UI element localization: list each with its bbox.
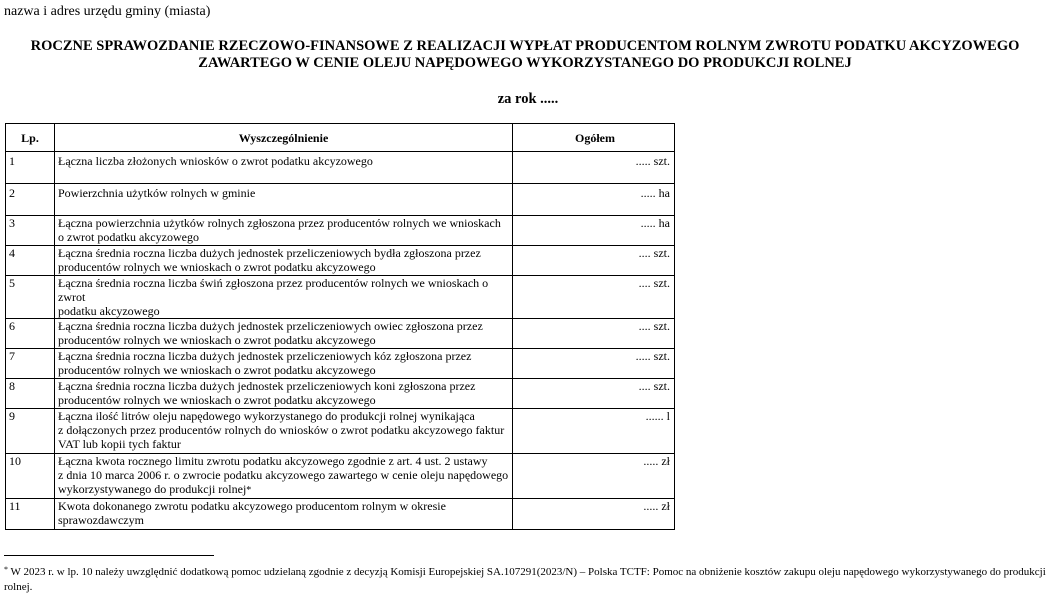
description-line: Łączna liczba złożonych wniosków o zwrot podatku akcyzowego	[58, 154, 373, 168]
description-line: producentów rolnych we wnioskach o zwrot podatku akcyzowego	[58, 363, 376, 377]
table-row	[6, 184, 675, 216]
description-line: producentów rolnych we wnioskach o zwrot podatku akcyzowego	[58, 333, 376, 347]
row-description	[55, 216, 513, 246]
row-description	[55, 152, 513, 184]
row-number: 4	[6, 246, 55, 276]
report-title-line-2: ZAWARTEGO W CENIE OLEJU NAPĘDOWEGO WYKORZYSTANEGO DO PRODUKCJI ROLNEJ	[198, 55, 852, 71]
description-line: Łączna średnia roczna liczba dużych jednostek przeliczeniowych kóz zgłoszona przez	[58, 349, 472, 363]
office-name-label: nazwa i adres urzędu gminy (miasta)	[4, 4, 211, 19]
table-row	[6, 454, 675, 499]
description-line: wykorzystywanego do produkcji rolnej	[58, 482, 247, 496]
row-number: 7	[6, 349, 55, 379]
report-year: za rok .....	[497, 91, 559, 107]
row-description	[55, 349, 513, 379]
report-table	[5, 123, 675, 530]
row-value-field: ..... szt.	[513, 349, 675, 379]
row-number: 5	[6, 276, 55, 319]
row-description	[55, 409, 513, 454]
description-line: Łączna średnia roczna liczba dużych jednostek przeliczeniowych koni zgłoszona przez	[58, 379, 476, 393]
row-number: 2	[6, 184, 55, 216]
row-value-field: ..... zł	[513, 499, 675, 530]
row-description	[55, 276, 513, 319]
row-number: 1	[6, 152, 55, 184]
table-row	[6, 319, 675, 349]
footnote	[4, 565, 1050, 595]
row-value-field: ..... ha	[513, 184, 675, 216]
description-line: Łączna ilość litrów oleju napędowego wykorzystanego do produkcji rolnej wynikająca	[58, 409, 475, 423]
description-line: VAT lub kopii tych faktur	[58, 437, 181, 451]
table-row	[6, 499, 675, 530]
table-row	[6, 246, 675, 276]
table-row	[6, 409, 675, 454]
column-header-description: Wyszczególnienie	[55, 124, 513, 152]
table-row	[6, 216, 675, 246]
description-line: Łączna średnia roczna liczba dużych jednostek przeliczeniowych owiec zgłoszona przez	[58, 319, 483, 333]
row-value-field: ..... szt.	[513, 152, 675, 184]
description-line: Łączna kwota rocznego limitu zwrotu podatku akcyzowego zgodnie z art. 4 ust. 2 ustawy	[58, 454, 488, 468]
description-line: Łączna powierzchnia użytków rolnych zgłoszona przez producentów rolnych we wnioskach	[58, 216, 501, 230]
table-row	[6, 349, 675, 379]
footnote-marker: *	[4, 565, 8, 574]
row-value-field: .... szt.	[513, 379, 675, 409]
row-number: 9	[6, 409, 55, 454]
description-line: producentów rolnych we wnioskach o zwrot podatku akcyzowego	[58, 393, 376, 407]
table-row	[6, 379, 675, 409]
row-description	[55, 454, 513, 499]
row-description	[55, 246, 513, 276]
description-line: sprawozdawczym	[58, 513, 144, 527]
row-description	[55, 319, 513, 349]
row-number: 10	[6, 454, 55, 499]
row-number: 3	[6, 216, 55, 246]
table-row	[6, 276, 675, 319]
column-header-total: Ogółem	[513, 124, 675, 152]
description-line: Powierzchnia użytków rolnych w gminie	[58, 186, 256, 200]
row-value-field: .... szt.	[513, 276, 675, 319]
description-line: o zwrot podatku akcyzowego	[58, 230, 199, 244]
report-title	[0, 38, 1050, 72]
row-value-field: .... szt.	[513, 246, 675, 276]
column-header-lp: Lp.	[6, 124, 55, 152]
table-header-row	[6, 124, 675, 152]
row-number: 11	[6, 499, 55, 530]
description-line: producentów rolnych we wnioskach o zwrot podatku akcyzowego	[58, 260, 376, 274]
row-value-field: .... szt.	[513, 319, 675, 349]
row-description	[55, 184, 513, 216]
footnote-divider	[4, 555, 214, 556]
footnote-reference: *	[246, 485, 252, 496]
row-value-field: ..... ha	[513, 216, 675, 246]
table-row	[6, 152, 675, 184]
footnote-text: W 2023 r. w lp. 10 należy uwzględnić dodatkową pomoc udzielaną zgodnie z decyzją Komisji Europejskiej SA.107291(2023/N) – Polska TCTF: Pomoc na obniżenie kosztów zakupu oleju napędowego wykorzystywanego do produkcji rolnej.	[4, 566, 1046, 593]
description-line: z dołączonych przez producentów rolnych do wniosków o zwrot podatku akcyzowego faktur	[58, 423, 505, 437]
row-value-field: ..... zł	[513, 454, 675, 499]
description-line: Łączna średnia roczna liczba dużych jednostek przeliczeniowych bydła zgłoszona przez	[58, 246, 481, 260]
description-line: z dnia 10 marca 2006 r. o zwrocie podatku akcyzowego zawartego w cenie oleju napędowego	[58, 468, 509, 482]
row-description	[55, 379, 513, 409]
description-line: podatku akcyzowego	[58, 304, 160, 318]
row-number: 6	[6, 319, 55, 349]
row-number: 8	[6, 379, 55, 409]
description-line: Kwota dokonanego zwrotu podatku akcyzowego producentom rolnym w okresie	[58, 499, 446, 513]
row-value-field: ...... l	[513, 409, 675, 454]
row-description	[55, 499, 513, 530]
report-title-line-1: ROCZNE SPRAWOZDANIE RZECZOWO-FINANSOWE Z REALIZACJI WYPŁAT PRODUCENTOM ROLNYM ZWROTU PODATKU AKCYZOWEGO	[30, 38, 1020, 54]
description-line: Łączna średnia roczna liczba świń zgłoszona przez producentów rolnych we wnioskach o zwrot	[58, 276, 489, 304]
